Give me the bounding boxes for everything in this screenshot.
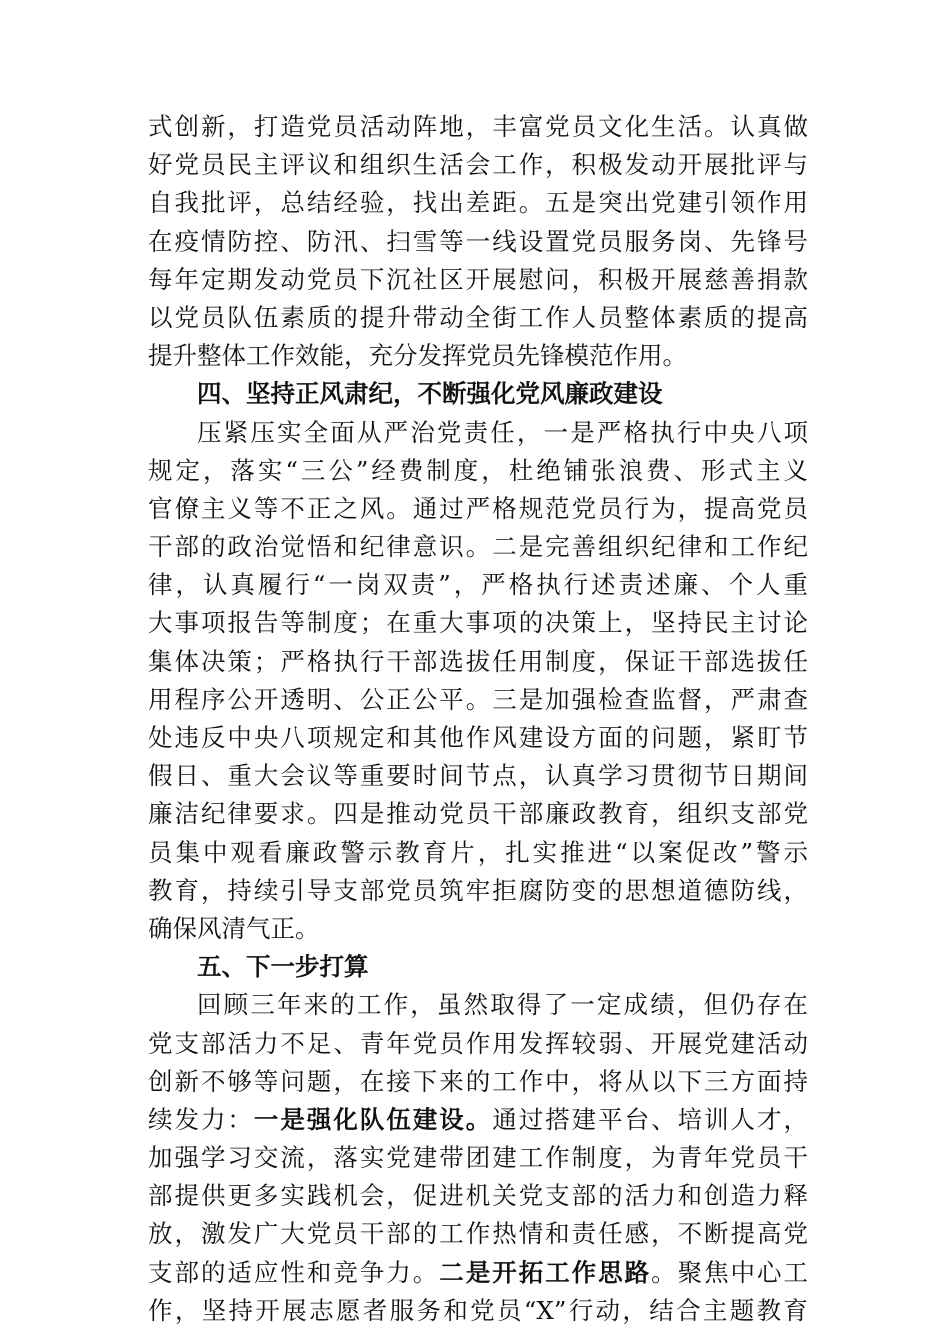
text-line: 创新不够等问题，在接下来的工作中，将从以下三方面持: [148, 1066, 808, 1096]
bold-emphasis: 二是开拓工作思路: [439, 1257, 652, 1287]
text-line: 作，坚持开展志愿者服务和党员“X”行动，结合主题教育: [148, 1295, 808, 1325]
bold-emphasis: 一是强化队伍建设。: [253, 1104, 493, 1134]
text-line: 加强学习交流，落实党建带团建工作制度，为青年党员干: [148, 1143, 808, 1173]
text-line: 每年定期发动党员下沉社区开展慰问，积极开展慈善捐款: [148, 264, 808, 294]
text-line: 律，认真履行“一岗双责”，严格执行述责述廉、个人重: [148, 570, 808, 600]
document-page: [148, 108, 808, 1330]
text-run: 通过搭建平台、培训人才，: [492, 1104, 809, 1134]
text-line: 官僚主义等不正之风。通过严格规范党员行为，提高党员: [148, 493, 808, 523]
text-line: 以党员队伍素质的提升带动全街工作人员整体素质的提高: [148, 302, 808, 332]
text-run: 。聚焦中心工: [651, 1257, 809, 1287]
section-heading-5: 五、下一步打算: [197, 952, 369, 982]
text-line: 压紧压实全面从严治党责任，一是严格执行中央八项: [197, 417, 808, 447]
text-run: 支部的适应性和竞争力。: [148, 1257, 440, 1287]
text-line: 好党员民主评议和组织生活会工作，积极发动开展批评与: [148, 150, 808, 180]
text-line: 廉洁纪律要求。四是推动党员干部廉政教育，组织支部党: [148, 799, 808, 829]
text-line: 处违反中央八项规定和其他作风建设方面的问题，紧盯节: [148, 723, 808, 752]
text-line: 自我批评，总结经验，找出差距。五是突出党建引领作用: [148, 188, 808, 218]
text-run: 续发力：: [148, 1104, 254, 1134]
text-line-with-bold: [148, 1254, 808, 1292]
text-line-with-bold: [148, 1101, 808, 1139]
text-line: 式创新，打造党员活动阵地，丰富党员文化生活。认真做: [148, 112, 808, 141]
text-line: 大事项报告等制度；在重大事项的决策上，坚持民主讨论: [148, 608, 808, 638]
section-heading-4: 四、坚持正风肃纪，不断强化党风廉政建设: [197, 379, 663, 409]
text-line: 党支部活力不足、青年党员作用发挥较弱、开展党建活动: [148, 1028, 808, 1058]
text-line: 提升整体工作效能，充分发挥党员先锋模范作用。: [148, 341, 687, 371]
text-line: 规定，落实“三公”经费制度，杜绝铺张浪费、形式主义: [148, 455, 808, 485]
text-line: 假日、重大会议等重要时间节点，认真学习贯彻节日期间: [148, 761, 808, 791]
text-line: 集体决策；严格执行干部选拔任用制度，保证干部选拔任: [148, 646, 808, 676]
text-line: 回顾三年来的工作，虽然取得了一定成绩，但仍存在: [197, 990, 808, 1020]
text-line: 用程序公开透明、公正公平。三是加强检查监督，严肃查: [148, 684, 808, 714]
text-line: 确保风清气正。: [148, 913, 320, 943]
text-line: 放，激发广大党员干部的工作热情和责任感，不断提高党: [148, 1219, 808, 1249]
text-line: 干部的政治觉悟和纪律意识。二是完善组织纪律和工作纪: [148, 532, 808, 562]
text-line: 教育，持续引导支部党员筑牢拒腐防变的思想道德防线，: [148, 875, 808, 905]
text-line: 部提供更多实践机会，促进机关党支部的活力和创造力释: [148, 1181, 808, 1211]
text-line: 在疫情防控、防汛、扫雪等一线设置党员服务岗、先锋号: [148, 226, 808, 256]
text-line: 员集中观看廉政警示教育片，扎实推进“以案促改”警示: [148, 837, 808, 867]
